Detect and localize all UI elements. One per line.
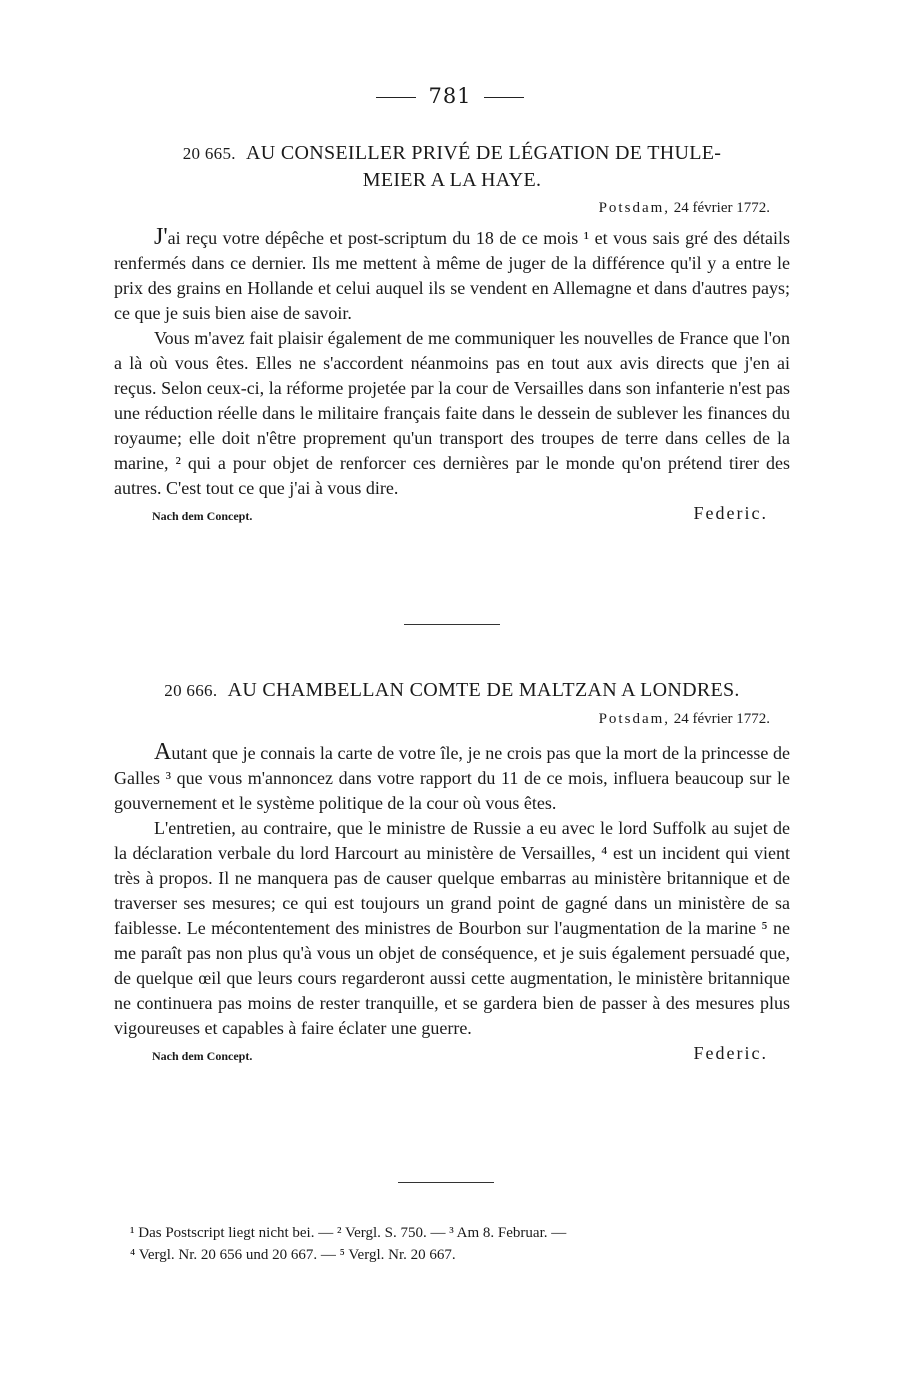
signoff (114, 503, 790, 524)
footnote-line: ⁴ Vergl. Nr. 20 656 und 20 667. — ⁵ Vergl. Nr. 20 667. (130, 1247, 456, 1263)
page-number (0, 84, 900, 108)
letter-20665 (114, 140, 790, 524)
dateline (114, 708, 790, 730)
source-note: Nach dem Concept. (152, 1049, 253, 1063)
separator-rule (398, 1182, 494, 1183)
page-number-text: 781 (428, 84, 472, 108)
paragraph: J'ai reçu votre dépêche et post-scriptum du 18 de ce mois ¹ et vous sais gré des détails renfermés dans ce dernier. Ils me mettent à même de juger de la différence qu'il y a entre le prix des grains en Hollande et celui auquel ils se vendent en Allemagne et dans d'autres pays; ce que je suis bien aise de savoir. (114, 224, 790, 323)
letter-heading-line2: MEIER A LA HAYE. (362, 169, 542, 191)
signature: Federic. (693, 1043, 768, 1063)
letter-heading (114, 677, 790, 704)
footnote-line: ¹ Das Postscript liegt nicht bei. — ² Vergl. S. 750. — ³ Am 8. Februar. — (130, 1225, 567, 1241)
letter-body (114, 740, 790, 1041)
letter-body (114, 225, 790, 501)
letter-heading (114, 140, 790, 193)
dateline-date: 24 février 1772. (673, 711, 770, 727)
dateline-place: Potsdam, (598, 200, 671, 216)
signature: Federic. (693, 503, 768, 523)
letter-number: 20 666. (164, 681, 218, 700)
paragraph: Autant que je connais la carte de votre île, je ne crois pas que la mort de la princesse de Galles ³ que vous m'annoncez dans votre rapport du 11 de ce mois, influera beaucoup sur le gouvernement et le système politique de la cour où vous êtes. (114, 739, 790, 813)
dateline-place: Potsdam, (598, 711, 671, 727)
footnotes (130, 1222, 800, 1266)
separator-rule (404, 624, 500, 625)
source-note: Nach dem Concept. (152, 509, 253, 523)
paragraph: Vous m'avez fait plaisir également de me communiquer les nouvelles de France que l'on a là où vous êtes. Elles ne s'accordent néanmoins pas en tout aux avis directs que j'en ai reçus. Selon ceux-ci, la réforme projetée par la cour de Versailles dans son infanterie n'est pas une réduction réelle dans le militaire français faite dans le dessein de sublever les finances du royaume; elle doit n'être proprement qu'un transport des troupes de terre dans celles de la marine, ² qui a pour objet de renforcer ces dernières par le monde qu'on prétend tirer des autres. C'est tout ce que j'ai à vous dire. (114, 328, 790, 498)
page-number-dash-right (484, 97, 524, 98)
paragraph: L'entretien, au contraire, que le ministre de Russie a eu avec le lord Suffolk au sujet de la déclaration verbale du lord Harcourt au ministère de Versailles, ⁴ est un incident qui vient très à propos. Il ne manquera pas de causer quelque embarras au ministère britannique et de traverser ses mesures; ce qui est toujours un grand point de gagné dans un ministère de sa faiblesse. Le mécontentement des ministres de Bourbon sur l'augmentation de la marine ⁵ ne me paraît pas non plus qu'à vous un objet de conséquence, et je suis également persuadé que, de quelque œil que leurs cours regarderont aussi cette augmentation, le ministère britannique ne continuera pas moins de rester tranquille, et se gardera bien de passer à des mesures plus vigoureuses et capables à faire éclater une guerre. (114, 818, 790, 1038)
letter-number: 20 665. (182, 144, 236, 163)
dateline (114, 197, 790, 219)
letter-heading-line1: AU CONSEILLER PRIVÉ DE LÉGATION DE THULE- (246, 142, 722, 164)
letter-heading-line1: AU CHAMBELLAN COMTE DE MALTZAN A LONDRES. (227, 679, 740, 701)
dateline-date: 24 février 1772. (673, 200, 770, 216)
page-number-dash-left (376, 97, 416, 98)
letter-20666 (114, 677, 790, 1064)
signoff (114, 1043, 790, 1064)
